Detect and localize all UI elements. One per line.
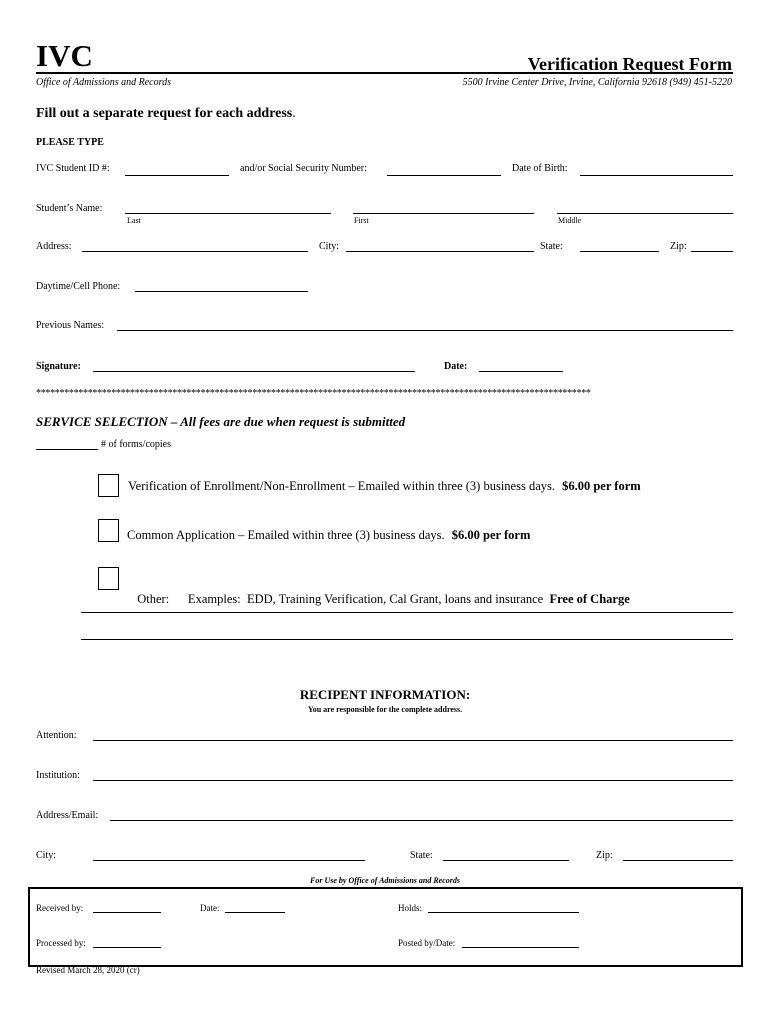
city-label: City: <box>319 241 340 252</box>
other-details-line-1[interactable] <box>81 612 733 613</box>
recipient-zip-field[interactable] <box>623 860 733 861</box>
ssn-label: and/or Social Security Number: <box>240 163 367 174</box>
option-common-app-fee: $6.00 per form <box>451 528 531 542</box>
signature-date-field[interactable] <box>479 371 563 372</box>
recipient-city-label: City: <box>36 850 57 861</box>
option-enrollment <box>128 479 641 494</box>
recipient-heading: RECIPENT INFORMATION: <box>299 687 471 702</box>
signature-date-label: Date: <box>444 361 468 372</box>
office-use-box <box>28 887 743 967</box>
signature-label: Signature: <box>36 361 81 372</box>
previous-names-label: Previous Names: <box>36 320 105 331</box>
student-id-label: IVC Student ID #: <box>36 163 110 174</box>
received-by-field[interactable] <box>93 912 161 913</box>
first-caption: First <box>354 216 369 225</box>
other-details-line-2[interactable] <box>81 639 733 640</box>
please-type: PLEASE TYPE <box>36 137 104 148</box>
phone-label: Daytime/Cell Phone: <box>36 281 121 292</box>
option-other-fee: Free of Charge <box>549 592 630 606</box>
posted-by-label: Posted by/Date: <box>398 938 456 948</box>
first-name-field[interactable] <box>353 213 534 214</box>
separator: ********************************************************************************************************************** <box>36 388 591 399</box>
instruction-text: Fill out a separate request for each address <box>36 106 293 121</box>
instruction-period: . <box>292 106 296 121</box>
form-title: Verification Request Form <box>527 54 732 74</box>
dob-label: Date of Birth: <box>512 163 568 174</box>
office-address: 5500 Irvine Center Drive, Irvine, California 92618 (949) 451-5220 <box>462 77 732 88</box>
office-use-heading: For Use by Office of Admissions and Records <box>310 876 460 885</box>
option-enrollment-text: Verification of Enrollment/Non-Enrollment – Emailed within three (3) business days. <box>128 479 555 493</box>
state-field[interactable] <box>580 251 659 252</box>
recipient-state-field[interactable] <box>443 860 569 861</box>
office-date-field[interactable] <box>225 912 285 913</box>
processed-by-label: Processed by: <box>36 938 86 948</box>
option-common-app <box>127 528 530 543</box>
header-rule <box>36 72 733 74</box>
institution-field[interactable] <box>93 780 733 781</box>
copies-field[interactable] <box>36 449 98 450</box>
holds-field[interactable] <box>428 912 579 913</box>
signature-field[interactable] <box>93 371 415 372</box>
processed-by-field[interactable] <box>93 947 161 948</box>
previous-names-field[interactable] <box>117 330 733 331</box>
logo: IVC <box>36 38 93 73</box>
option-other <box>131 577 630 607</box>
attention-field[interactable] <box>93 740 733 741</box>
attention-label: Attention: <box>36 730 77 741</box>
service-heading: SERVICE SELECTION – All fees are due when request is submitted <box>36 414 406 429</box>
recipient-state-label: State: <box>410 850 433 861</box>
received-by-label: Received by: <box>36 903 84 913</box>
posted-by-field[interactable] <box>462 947 579 948</box>
option-other-checkbox[interactable] <box>98 567 119 590</box>
option-common-app-text: Common Application – Emailed within three (3) business days. <box>127 528 445 542</box>
student-name-label: Student’s Name: <box>36 203 103 214</box>
ssn-field[interactable] <box>387 175 501 176</box>
institution-label: Institution: <box>36 770 80 781</box>
office-name: Office of Admissions and Records <box>36 77 171 88</box>
address-email-label: Address/Email: <box>36 810 99 821</box>
dob-field[interactable] <box>580 175 733 176</box>
office-date-label: Date: <box>200 903 220 913</box>
option-enrollment-fee: $6.00 per form <box>562 479 641 493</box>
phone-field[interactable] <box>135 291 308 292</box>
student-id-field[interactable] <box>125 175 229 176</box>
zip-label: Zip: <box>670 241 687 252</box>
last-name-field[interactable] <box>125 213 331 214</box>
recipient-zip-label: Zip: <box>596 850 613 861</box>
recipient-city-field[interactable] <box>93 860 365 861</box>
address-email-field[interactable] <box>110 820 733 821</box>
middle-caption: Middle <box>558 216 582 225</box>
zip-field[interactable] <box>691 251 733 252</box>
last-caption: Last <box>127 216 141 225</box>
option-enrollment-checkbox[interactable] <box>98 474 119 497</box>
instruction <box>36 106 296 122</box>
option-common-app-checkbox[interactable] <box>98 519 119 542</box>
recipient-subheading: You are responsible for the complete address. <box>307 705 463 714</box>
copies-label: # of forms/copies <box>101 439 171 450</box>
city-field[interactable] <box>346 251 534 252</box>
option-other-text: Other: Examples: EDD, Training Verification, Cal Grant, loans and insurance <box>137 592 544 606</box>
holds-label: Holds: <box>398 903 423 913</box>
state-label: State: <box>540 241 563 252</box>
middle-name-field[interactable] <box>557 213 733 214</box>
address-field[interactable] <box>82 251 308 252</box>
address-label: Address: <box>36 241 72 252</box>
revision-note: Revised March 28, 2020 (cr) <box>36 965 140 975</box>
